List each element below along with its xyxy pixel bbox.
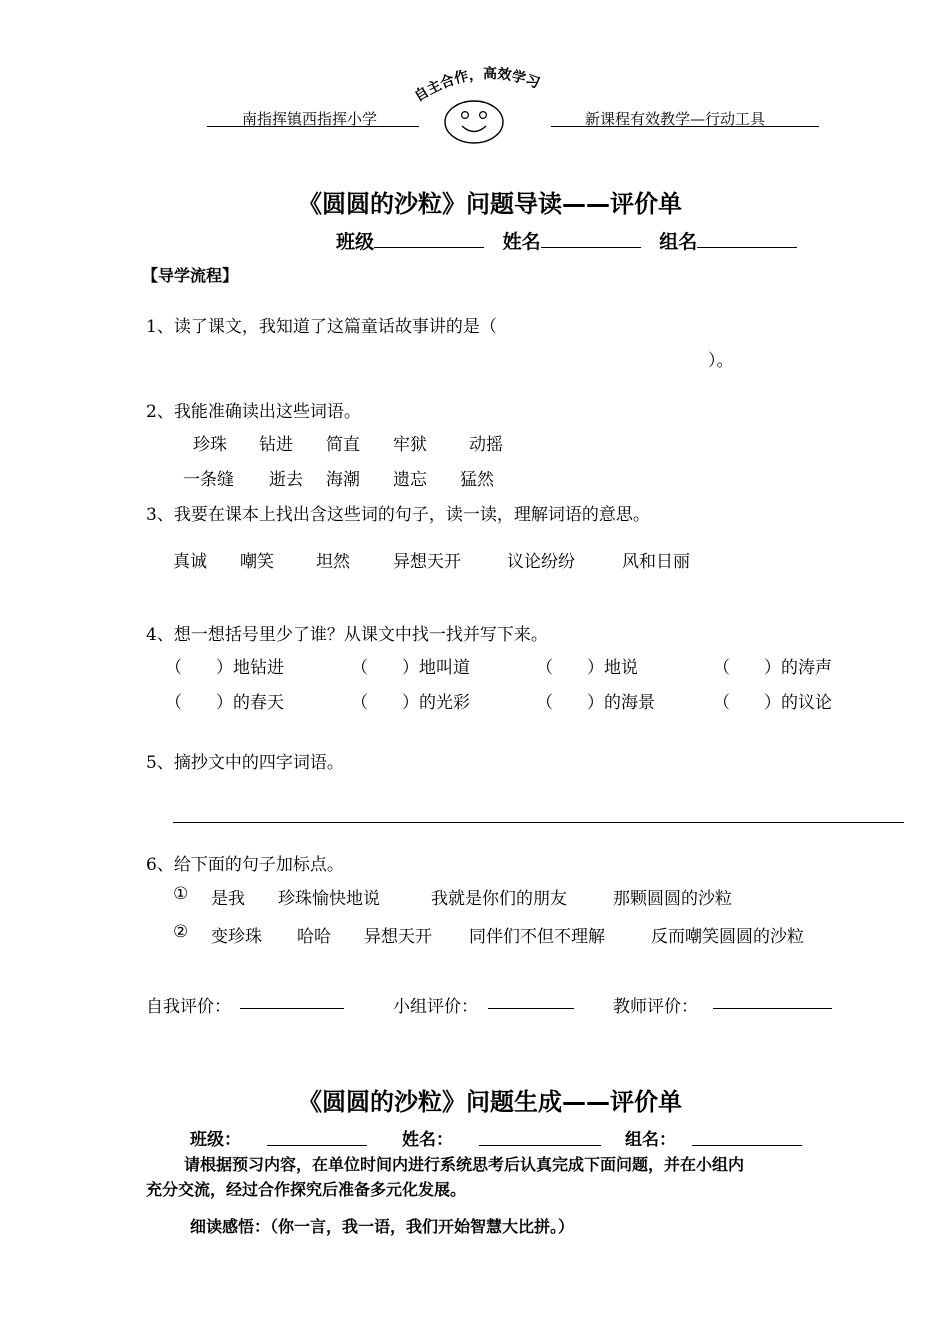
word-item: 一条缝 <box>183 470 234 490</box>
group-field[interactable] <box>692 1127 802 1146</box>
sentence-fragment: 异想天开 <box>364 927 432 947</box>
word-item: 异想天开 <box>393 552 461 572</box>
q3-text: 3、我要在课本上找出含这些词的句子，读一读，理解词语的意思。 <box>146 505 650 525</box>
instruction-line-2: 充分交流，经过合作探究后准备多元化发展。 <box>146 1180 467 1199</box>
fill-blank-item: （ ）地钻进 <box>165 658 284 678</box>
sentence-fragment: 珍珠愉快地说 <box>278 889 380 909</box>
sentence-fragment: 同伴们不但不理解 <box>469 927 605 947</box>
class-field[interactable] <box>374 229 484 248</box>
sentence-fragment: 是我 <box>211 889 245 909</box>
school-name: 南指挥镇西指挥小学 <box>242 110 378 128</box>
word-item: 议论纷纷 <box>507 552 575 572</box>
group-field[interactable] <box>697 229 797 248</box>
fill-blank-item: （ ）的议论 <box>713 693 832 713</box>
word-item: 风和日丽 <box>622 552 690 572</box>
teacher-eval-label: 教师评价： <box>613 997 698 1017</box>
word-item: 遗忘 <box>393 470 427 490</box>
fill-blank-item: （ ）地说 <box>536 658 638 678</box>
sentence-fragment: 我就是你们的朋友 <box>431 889 567 909</box>
word-item: 海潮 <box>326 470 360 490</box>
reading-prompt: 细读感悟：（你一言，我一语，我们开始智慧大比拼。） <box>190 1217 575 1236</box>
word-item: 真诚 <box>173 552 207 572</box>
header-right-text: 新课程有效教学—行动工具 <box>585 110 766 128</box>
word-item: 珍珠 <box>193 435 227 455</box>
class-label: 班级： <box>190 1130 241 1150</box>
self-eval-label: 自我评价： <box>146 997 231 1017</box>
word-item: 牢狱 <box>393 435 427 455</box>
q2-text: 2、我能准确读出这些词语。 <box>146 402 361 422</box>
sentence-fragment: 变珍珠 <box>211 927 262 947</box>
q4-text: 4、想一想括号里少了谁？从课文中找一找并写下来。 <box>146 625 548 645</box>
q6-text: 6、给下面的句子加标点。 <box>146 855 344 875</box>
word-item: 嘲笑 <box>240 552 274 572</box>
sentence-fragment: 那颗圆圆的沙粒 <box>613 889 732 909</box>
q5-answer-line[interactable] <box>173 822 904 823</box>
header-motto: 自主合作，高效学习 <box>411 66 542 106</box>
fill-blank-item: （ ）的光彩 <box>351 693 470 713</box>
q5-text: 5、摘抄文中的四字词语。 <box>146 753 344 773</box>
word-item: 钻进 <box>259 435 293 455</box>
section1-info-row <box>336 227 797 254</box>
sentence-number: ② <box>173 922 189 942</box>
name-field[interactable] <box>541 229 641 248</box>
name-label: 姓名 <box>502 231 541 253</box>
group-eval-label: 小组评价： <box>393 997 478 1017</box>
class-field[interactable] <box>267 1127 367 1146</box>
self-eval-field[interactable] <box>240 990 344 1009</box>
q1-end: ）。 <box>708 351 734 371</box>
fill-blank-item: （ ）的海景 <box>536 693 655 713</box>
fill-blank-item: （ ）的春天 <box>165 693 284 713</box>
word-item: 猛然 <box>460 470 494 490</box>
group-eval-field[interactable] <box>488 990 574 1009</box>
group-label: 组名 <box>659 231 698 253</box>
right-underline <box>551 126 819 127</box>
word-item: 逝去 <box>269 470 303 490</box>
fill-blank-item: （ ）地叫道 <box>351 658 470 678</box>
group-label: 组名： <box>625 1130 676 1150</box>
section2-title: 《圆圆的沙粒》问题生成——评价单 <box>298 1088 682 1116</box>
word-item: 坦然 <box>316 552 350 572</box>
word-item: 动摇 <box>469 435 503 455</box>
q1-text: 1、读了课文，我知道了这篇童话故事讲的是（ <box>146 317 497 337</box>
word-item: 简直 <box>326 435 360 455</box>
fill-blank-item: （ ）的涛声 <box>713 658 832 678</box>
instruction-line-1: 请根据预习内容，在单位时间内进行系统思考后认真完成下面问题，并在小组内 <box>184 1155 745 1174</box>
sentence-number: ① <box>173 884 189 904</box>
name-field[interactable] <box>479 1127 601 1146</box>
class-label: 班级 <box>336 231 375 253</box>
flow-label: 【导学流程】 <box>142 266 239 285</box>
smiley-icon <box>443 98 505 146</box>
sentence-fragment: 反而嘲笑圆圆的沙粒 <box>651 927 804 947</box>
teacher-eval-field[interactable] <box>713 990 832 1009</box>
section1-title: 《圆圆的沙粒》问题导读——评价单 <box>298 190 682 218</box>
name-label: 姓名： <box>402 1130 453 1150</box>
school-underline <box>207 126 419 127</box>
sentence-fragment: 哈哈 <box>297 927 331 947</box>
